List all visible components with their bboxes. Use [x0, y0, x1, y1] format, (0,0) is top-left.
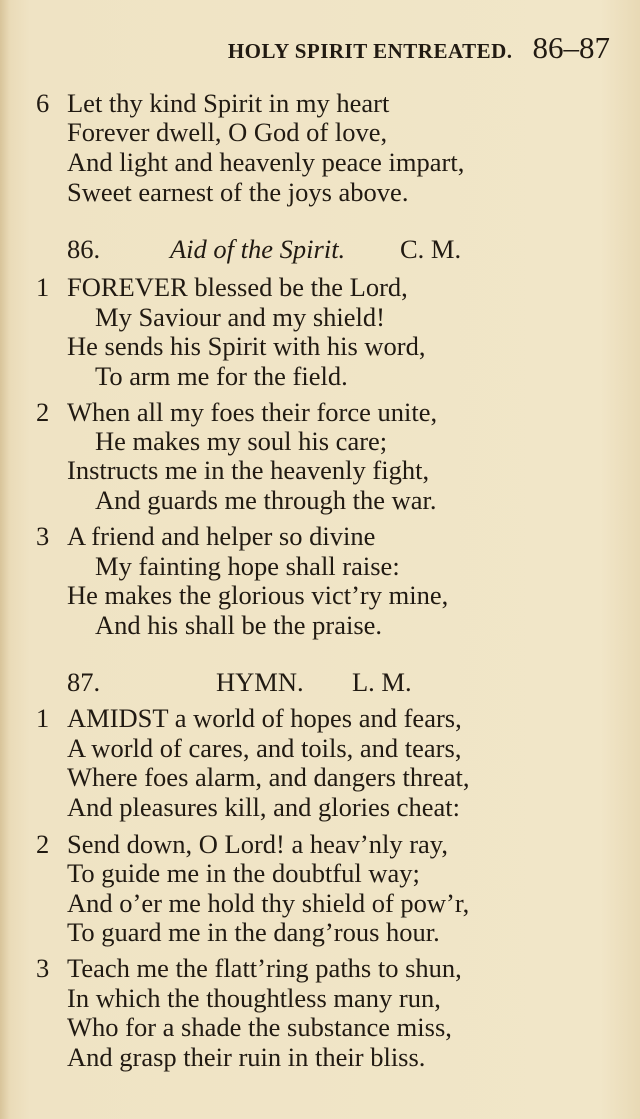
hymn-title: Aid of the Spirit.: [170, 234, 346, 264]
verse-line: Let thy kind Spirit in my heart: [67, 88, 390, 118]
first-word: FOREVER: [67, 272, 188, 302]
verse-line: FOREVER blessed be the Lord,: [67, 272, 408, 302]
verse-line: My fainting hope shall raise:: [95, 551, 400, 581]
verse-line: A world of cares, and toils, and tears,: [67, 733, 462, 763]
hymn-number: 86.: [67, 234, 101, 264]
verse-line: To arm me for the field.: [95, 361, 348, 391]
verse-line: Sweet earnest of the joys above.: [67, 177, 409, 207]
verse-line: Where foes alarm, and dangers threat,: [67, 762, 470, 792]
verse-line: Who for a shade the substance miss,: [67, 1012, 452, 1042]
verse-line: And his shall be the praise.: [95, 610, 383, 640]
stanza-number: 3: [36, 521, 50, 551]
hymn-number: 87.: [67, 667, 101, 697]
verse-line: And grasp their ruin in their bliss.: [67, 1042, 426, 1072]
verse-line: He makes my soul his care;: [95, 426, 388, 456]
verse-line: And o’er me hold thy shield of pow’r,: [67, 888, 470, 918]
verse-line: AMIDST a world of hopes and fears,: [67, 703, 462, 733]
verse-line: And pleasures kill, and glories cheat:: [67, 792, 460, 822]
verse-line: Forever dwell, O God of love,: [67, 117, 388, 147]
verse-line: Instructs me in the heavenly fight,: [67, 455, 430, 485]
verse-line: My Saviour and my shield!: [95, 302, 385, 332]
hymn-meter: C. M.: [400, 234, 462, 264]
verse-line: To guide me in the doubtful way;: [67, 858, 420, 888]
verse-line: When all my foes their force unite,: [67, 397, 438, 427]
verse-line: Teach me the flatt’ring paths to shun,: [67, 953, 462, 983]
verse-line: He sends his Spirit with his word,: [67, 331, 426, 361]
stanza-number: 2: [36, 397, 50, 427]
page-header: [0, 30, 610, 66]
stanza-number: 1: [36, 703, 50, 733]
running-title: HOLY SPIRIT ENTREATED.: [227, 39, 513, 63]
verse-line: And guards me through the war.: [95, 485, 437, 515]
verse-line: A friend and helper so divine: [67, 521, 376, 551]
page-numbers: 86–87: [532, 30, 610, 65]
stanza-number: 3: [36, 953, 50, 983]
verse-line: Send down, O Lord! a heav’nly ray,: [67, 829, 448, 859]
stanza-number: 6: [36, 88, 50, 118]
verse-line: To guard me in the dang’rous hour.: [67, 917, 440, 947]
verse-line: And light and heavenly peace impart,: [67, 147, 465, 177]
verse-line: In which the thoughtless many run,: [67, 983, 441, 1013]
first-word: AMIDST: [67, 703, 169, 733]
stanza-number: 1: [36, 272, 50, 302]
verse-line: He makes the glorious vict’ry mine,: [67, 580, 449, 610]
hymn-meter: L. M.: [352, 667, 412, 697]
stanza-number: 2: [36, 829, 50, 859]
hymn-title: HYMN.: [216, 667, 304, 697]
